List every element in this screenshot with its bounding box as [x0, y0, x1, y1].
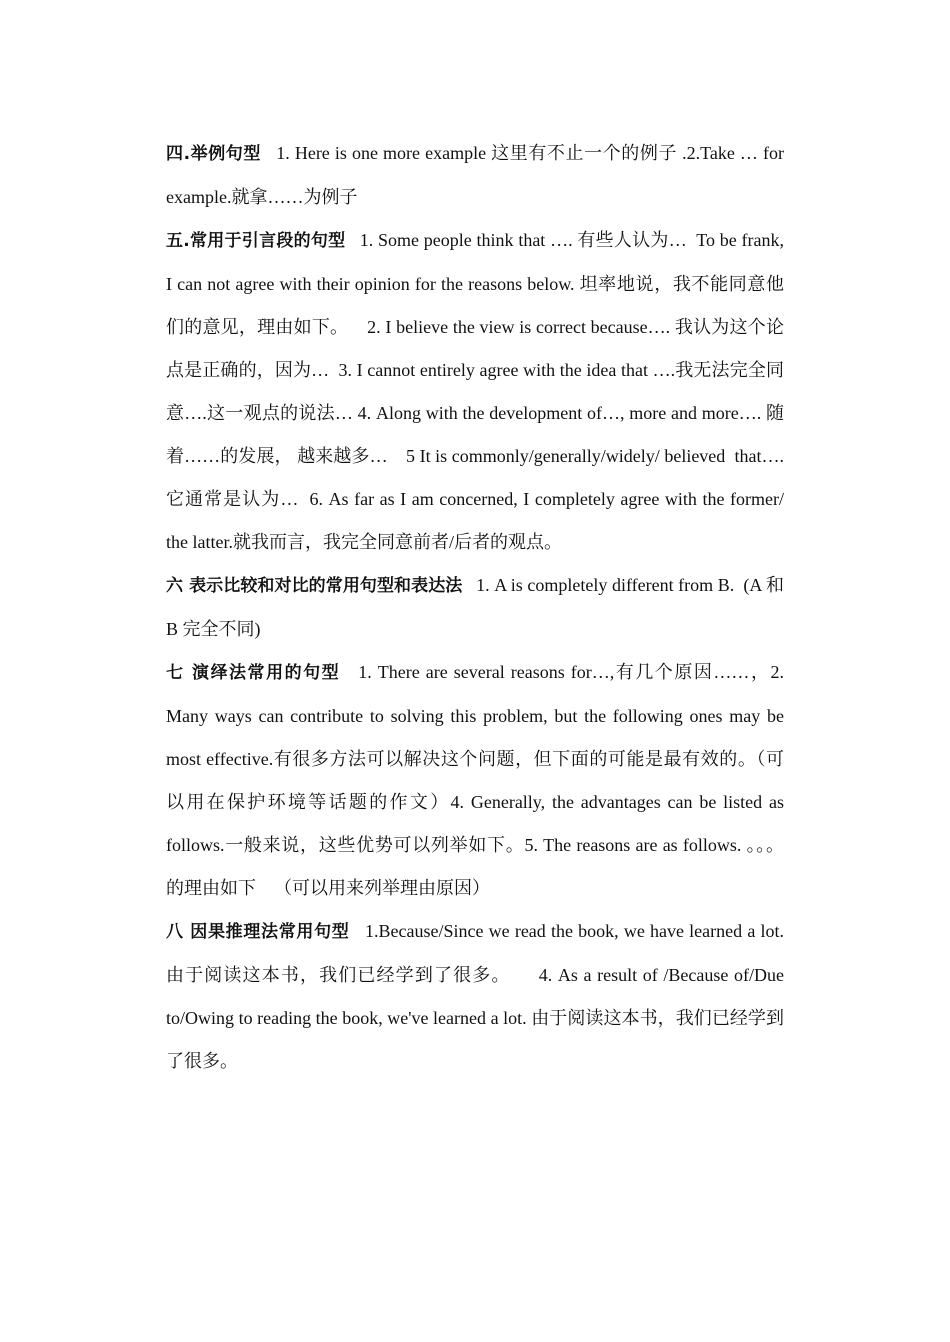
section-examples: [166, 132, 789, 219]
section-heading: 五.常用于引言段的句型: [166, 231, 346, 251]
section-heading: 六 表示比较和对比的常用句型和表达法: [166, 576, 463, 596]
section-heading: 四.举例句型: [166, 144, 261, 164]
section-text: 1. There are several reasons for…,有几个原因……，2. Many ways can contribute to solving this problem, but the following ones may be most effective.有很多方法可以解决这个问题，但下面的可能是最有效的。（可以用在保护环境等话题的作文）4. Generally, the advantages can be listed as follows.一般来说，这些优势可以列举如下。5. The reasons are as follows. 。。。的理由如下 （可以用来列举理由原因）: [166, 662, 789, 898]
section-heading: 八 因果推理法常用句型: [166, 922, 350, 942]
section-heading: 七 演绎法常用的句型: [166, 663, 341, 683]
section-introduction: [166, 219, 789, 564]
document-page: [166, 132, 793, 1083]
section-cause-effect: [166, 910, 793, 1083]
section-text: 1. A is completely different from B. (A 和 B 完全不同): [166, 575, 789, 639]
section-text: 1.Because/Since we read the book, we have learned a lot. 由于阅读这本书，我们已经学到了很多。 4. As a result of /Because of/Due to/Owing to reading the book, we've learned a lot. 由于阅读这本书，我们已经学到了很多。: [166, 921, 793, 1071]
section-text: 1. Some people think that …. 有些人认为… To be frank, I can not agree with their opinion for the reasons below. 坦率地说，我不能同意他们的意见，理由如下。 2. I believe the view is correct because…. 我认为这个论点是正确的，因为… 3. I cannot entirely agree with the idea that ….我无法完全同意….这一观点的说法… 4. Along with the development of…, more and more…. 随着……的发展， 越来越多… 5 It is commonly/generally/widely/ believed that….它通常是认为… 6. As far as I am concerned, I completely agree with the former/ the latter.就我而言，我完全同意前者/后者的观点。: [166, 230, 789, 552]
section-text: 1. Here is one more example 这里有不止一个的例子 .2.Take … for example.就拿……为例子: [166, 143, 789, 207]
section-comparison: [166, 564, 789, 651]
section-deduction: [166, 651, 789, 910]
